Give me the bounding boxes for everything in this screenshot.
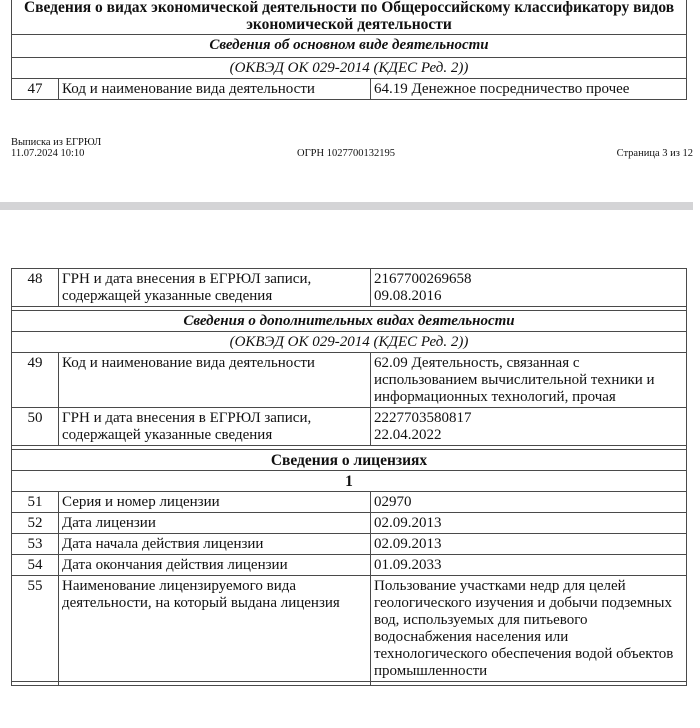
row-number: 55	[12, 576, 59, 682]
footer-page-info: Страница 3 из 12	[616, 148, 693, 159]
row-value: 64.19 Денежное посредничество прочее	[371, 79, 687, 100]
table-row	[12, 555, 687, 576]
spacer-cell	[12, 682, 59, 686]
spacer-cell	[371, 682, 687, 686]
row-number: 48	[12, 269, 59, 307]
row-label: Дата окончания действия лицензии	[59, 555, 371, 576]
row-value: 01.09.2033	[371, 555, 687, 576]
grn-date: 22.04.2022	[374, 427, 442, 443]
grn-number: 2167700269658	[374, 271, 472, 287]
row-value	[371, 269, 687, 307]
table-row	[12, 269, 687, 307]
table-row	[12, 79, 687, 100]
spacer-row	[12, 682, 687, 686]
okved-note: (ОКВЭД ОК 029-2014 (КДЕС Ред. 2))	[12, 58, 687, 79]
row-number: 47	[12, 79, 59, 100]
row-label: ГРН и дата внесения в ЕГРЮЛ записи, содержащей указанные сведения	[59, 269, 371, 307]
subsection-row	[12, 35, 687, 58]
page-footer	[11, 137, 693, 167]
row-number: 51	[12, 492, 59, 513]
okved-note-row	[12, 332, 687, 353]
license-index: 1	[12, 471, 687, 492]
row-value: 02970	[371, 492, 687, 513]
page1-table	[11, 0, 687, 100]
license-index-row	[12, 471, 687, 492]
row-number: 49	[12, 353, 59, 408]
row-label: Код и наименование вида деятельности	[59, 353, 371, 408]
table-row	[12, 492, 687, 513]
page2-table	[11, 268, 687, 686]
table-row	[12, 513, 687, 534]
row-number: 54	[12, 555, 59, 576]
row-label: ГРН и дата внесения в ЕГРЮЛ записи, содержащей указанные сведения	[59, 408, 371, 446]
row-number: 52	[12, 513, 59, 534]
subsection-row	[12, 311, 687, 332]
licenses-title: Сведения о лицензиях	[12, 450, 687, 471]
okved-note: (ОКВЭД ОК 029-2014 (КДЕС Ред. 2))	[12, 332, 687, 353]
row-value: 02.09.2013	[371, 534, 687, 555]
page-separator	[0, 202, 693, 210]
grn-number: 2227703580817	[374, 410, 472, 426]
section-header-row	[12, 0, 687, 35]
row-value: 62.09 Деятельность, связанная с использованием вычислительной техники и информационных технологий, прочая	[371, 353, 687, 408]
row-label: Наименование лицензируемого вида деятельности, на который выдана лицензия	[59, 576, 371, 682]
row-number: 53	[12, 534, 59, 555]
section-header-row	[12, 450, 687, 471]
footer-left	[11, 137, 101, 159]
row-label: Дата начала действия лицензии	[59, 534, 371, 555]
main-activity-title: Сведения об основном виде деятельности	[12, 35, 687, 58]
row-label: Код и наименование вида деятельности	[59, 79, 371, 100]
row-label: Серия и номер лицензии	[59, 492, 371, 513]
table-row	[12, 408, 687, 446]
row-label: Дата лицензии	[59, 513, 371, 534]
footer-doc-title: Выписка из ЕГРЮЛ	[11, 137, 102, 148]
row-value	[371, 408, 687, 446]
additional-activity-title: Сведения о дополнительных видах деятельности	[12, 311, 687, 332]
row-value: Пользование участками недр для целей геологического изучения и добычи подземных вод, используемых для питьевого водоснабжения населения или технологического обеспечения водой объектов промышленности	[371, 576, 687, 682]
table-row	[12, 576, 687, 682]
grn-date: 09.08.2016	[374, 288, 442, 304]
table-row	[12, 353, 687, 408]
row-number: 50	[12, 408, 59, 446]
table-row	[12, 534, 687, 555]
spacer-cell	[59, 682, 371, 686]
okved-section-title: Сведения о видах экономической деятельности по Общероссийскому классификатору видов экономической деятельности	[12, 0, 687, 35]
footer-datetime: 11.07.2024 10:10	[11, 148, 85, 159]
footer-ogrn: ОГРН 1027700132195	[297, 148, 395, 159]
okved-note-row	[12, 58, 687, 79]
row-value: 02.09.2013	[371, 513, 687, 534]
